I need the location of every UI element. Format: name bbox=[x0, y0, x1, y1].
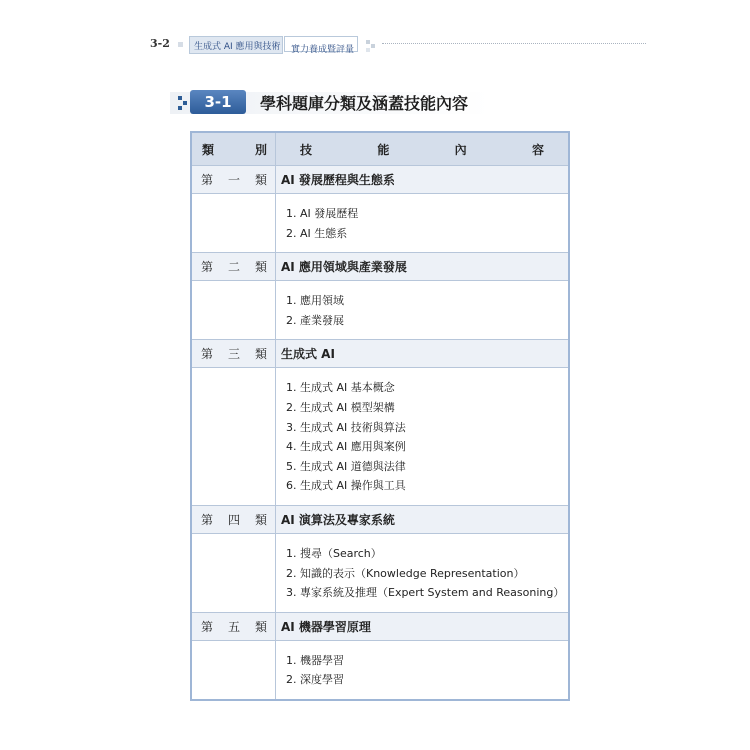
skill-list bbox=[192, 534, 568, 612]
table-header-row bbox=[192, 133, 568, 165]
header-content-char: 內 bbox=[454, 142, 467, 157]
skill-item: 1. 機器學習 bbox=[286, 653, 344, 667]
category-title: AI 應用領域與產業發展 bbox=[281, 260, 407, 275]
skills-table bbox=[190, 131, 570, 701]
category-row bbox=[192, 165, 568, 193]
skill-item: 3. 生成式 AI 技術與算法 bbox=[286, 420, 406, 434]
skill-list bbox=[192, 194, 568, 252]
running-header bbox=[0, 35, 750, 55]
category-title: 生成式 AI bbox=[281, 347, 335, 362]
category-row bbox=[192, 505, 568, 533]
header-content-cell bbox=[276, 133, 568, 165]
category-char: 類 bbox=[254, 173, 267, 187]
category-row bbox=[192, 252, 568, 280]
skill-list bbox=[192, 641, 568, 699]
skill-item: 3. 專家系統及推理（Expert System and Reasoning） bbox=[286, 586, 565, 600]
category-char: 類 bbox=[254, 512, 267, 527]
category-char: 一 bbox=[227, 173, 240, 187]
category-label bbox=[192, 253, 276, 280]
header-content-char: 技 bbox=[300, 142, 313, 157]
section-title: 學科題庫分類及涵蓋技能內容 bbox=[260, 94, 469, 113]
category-char: 類 bbox=[254, 347, 267, 362]
category-items-row bbox=[192, 367, 568, 505]
header-category-char: 別 bbox=[254, 142, 267, 157]
category-char: 第 bbox=[201, 512, 214, 527]
category-items-row bbox=[192, 193, 568, 252]
section-dots-decoration bbox=[178, 96, 188, 110]
category-char: 三 bbox=[227, 347, 240, 362]
category-char: 第 bbox=[201, 347, 214, 362]
category-title: AI 機器學習原理 bbox=[281, 619, 371, 634]
category-char: 第 bbox=[201, 260, 214, 275]
skill-list bbox=[192, 281, 568, 339]
category-items-row bbox=[192, 533, 568, 612]
header-category-cell bbox=[192, 133, 276, 165]
skill-list bbox=[192, 368, 568, 505]
category-title: AI 發展歷程與生態系 bbox=[281, 173, 395, 187]
skill-item: 5. 生成式 AI 道德與法律 bbox=[286, 459, 406, 473]
category-row bbox=[192, 339, 568, 367]
skill-item: 2. AI 生態系 bbox=[286, 226, 348, 240]
category-items-row bbox=[192, 280, 568, 339]
section-tag-box bbox=[284, 36, 358, 55]
category-label bbox=[192, 340, 276, 367]
header-content-char: 能 bbox=[377, 142, 390, 157]
header-category-char: 類 bbox=[202, 142, 215, 157]
category-label bbox=[192, 613, 276, 640]
page-number: 3-2 bbox=[150, 37, 170, 50]
category-title: AI 演算法及專家系統 bbox=[281, 512, 395, 527]
section-tag: 實力養成暨評量 bbox=[291, 45, 355, 55]
skill-item: 2. 生成式 AI 模型架構 bbox=[286, 400, 395, 414]
skill-item: 4. 生成式 AI 應用與案例 bbox=[286, 440, 406, 454]
category-char: 第 bbox=[201, 173, 214, 187]
skill-item: 2. 知識的表示（Knowledge Representation） bbox=[286, 566, 525, 580]
header-content-char: 容 bbox=[531, 142, 544, 157]
skill-item: 6. 生成式 AI 操作與工具 bbox=[286, 479, 406, 493]
category-items-row bbox=[192, 640, 568, 699]
skill-item: 2. 產業發展 bbox=[286, 313, 344, 327]
category-char: 類 bbox=[254, 260, 267, 275]
category-label bbox=[192, 506, 276, 533]
skill-item: 1. 應用領域 bbox=[286, 294, 344, 308]
category-char: 五 bbox=[227, 619, 240, 634]
header-dotted-line bbox=[382, 43, 646, 44]
header-square-decoration bbox=[178, 42, 183, 47]
category-row bbox=[192, 612, 568, 640]
book-title: 生成式 AI 應用與技術 bbox=[194, 42, 281, 52]
category-char: 第 bbox=[201, 619, 214, 634]
category-char: 類 bbox=[254, 619, 267, 634]
skill-item: 1. 生成式 AI 基本概念 bbox=[286, 381, 395, 395]
category-char: 二 bbox=[227, 260, 240, 275]
category-label bbox=[192, 166, 276, 193]
skill-item: 2. 深度學習 bbox=[286, 673, 344, 687]
skill-item: 1. 搜尋（Search） bbox=[286, 546, 382, 560]
section-heading bbox=[0, 86, 750, 118]
section-number-badge: 3-1 bbox=[190, 90, 246, 114]
category-char: 四 bbox=[227, 512, 240, 527]
skill-item: 1. AI 發展歷程 bbox=[286, 207, 359, 220]
